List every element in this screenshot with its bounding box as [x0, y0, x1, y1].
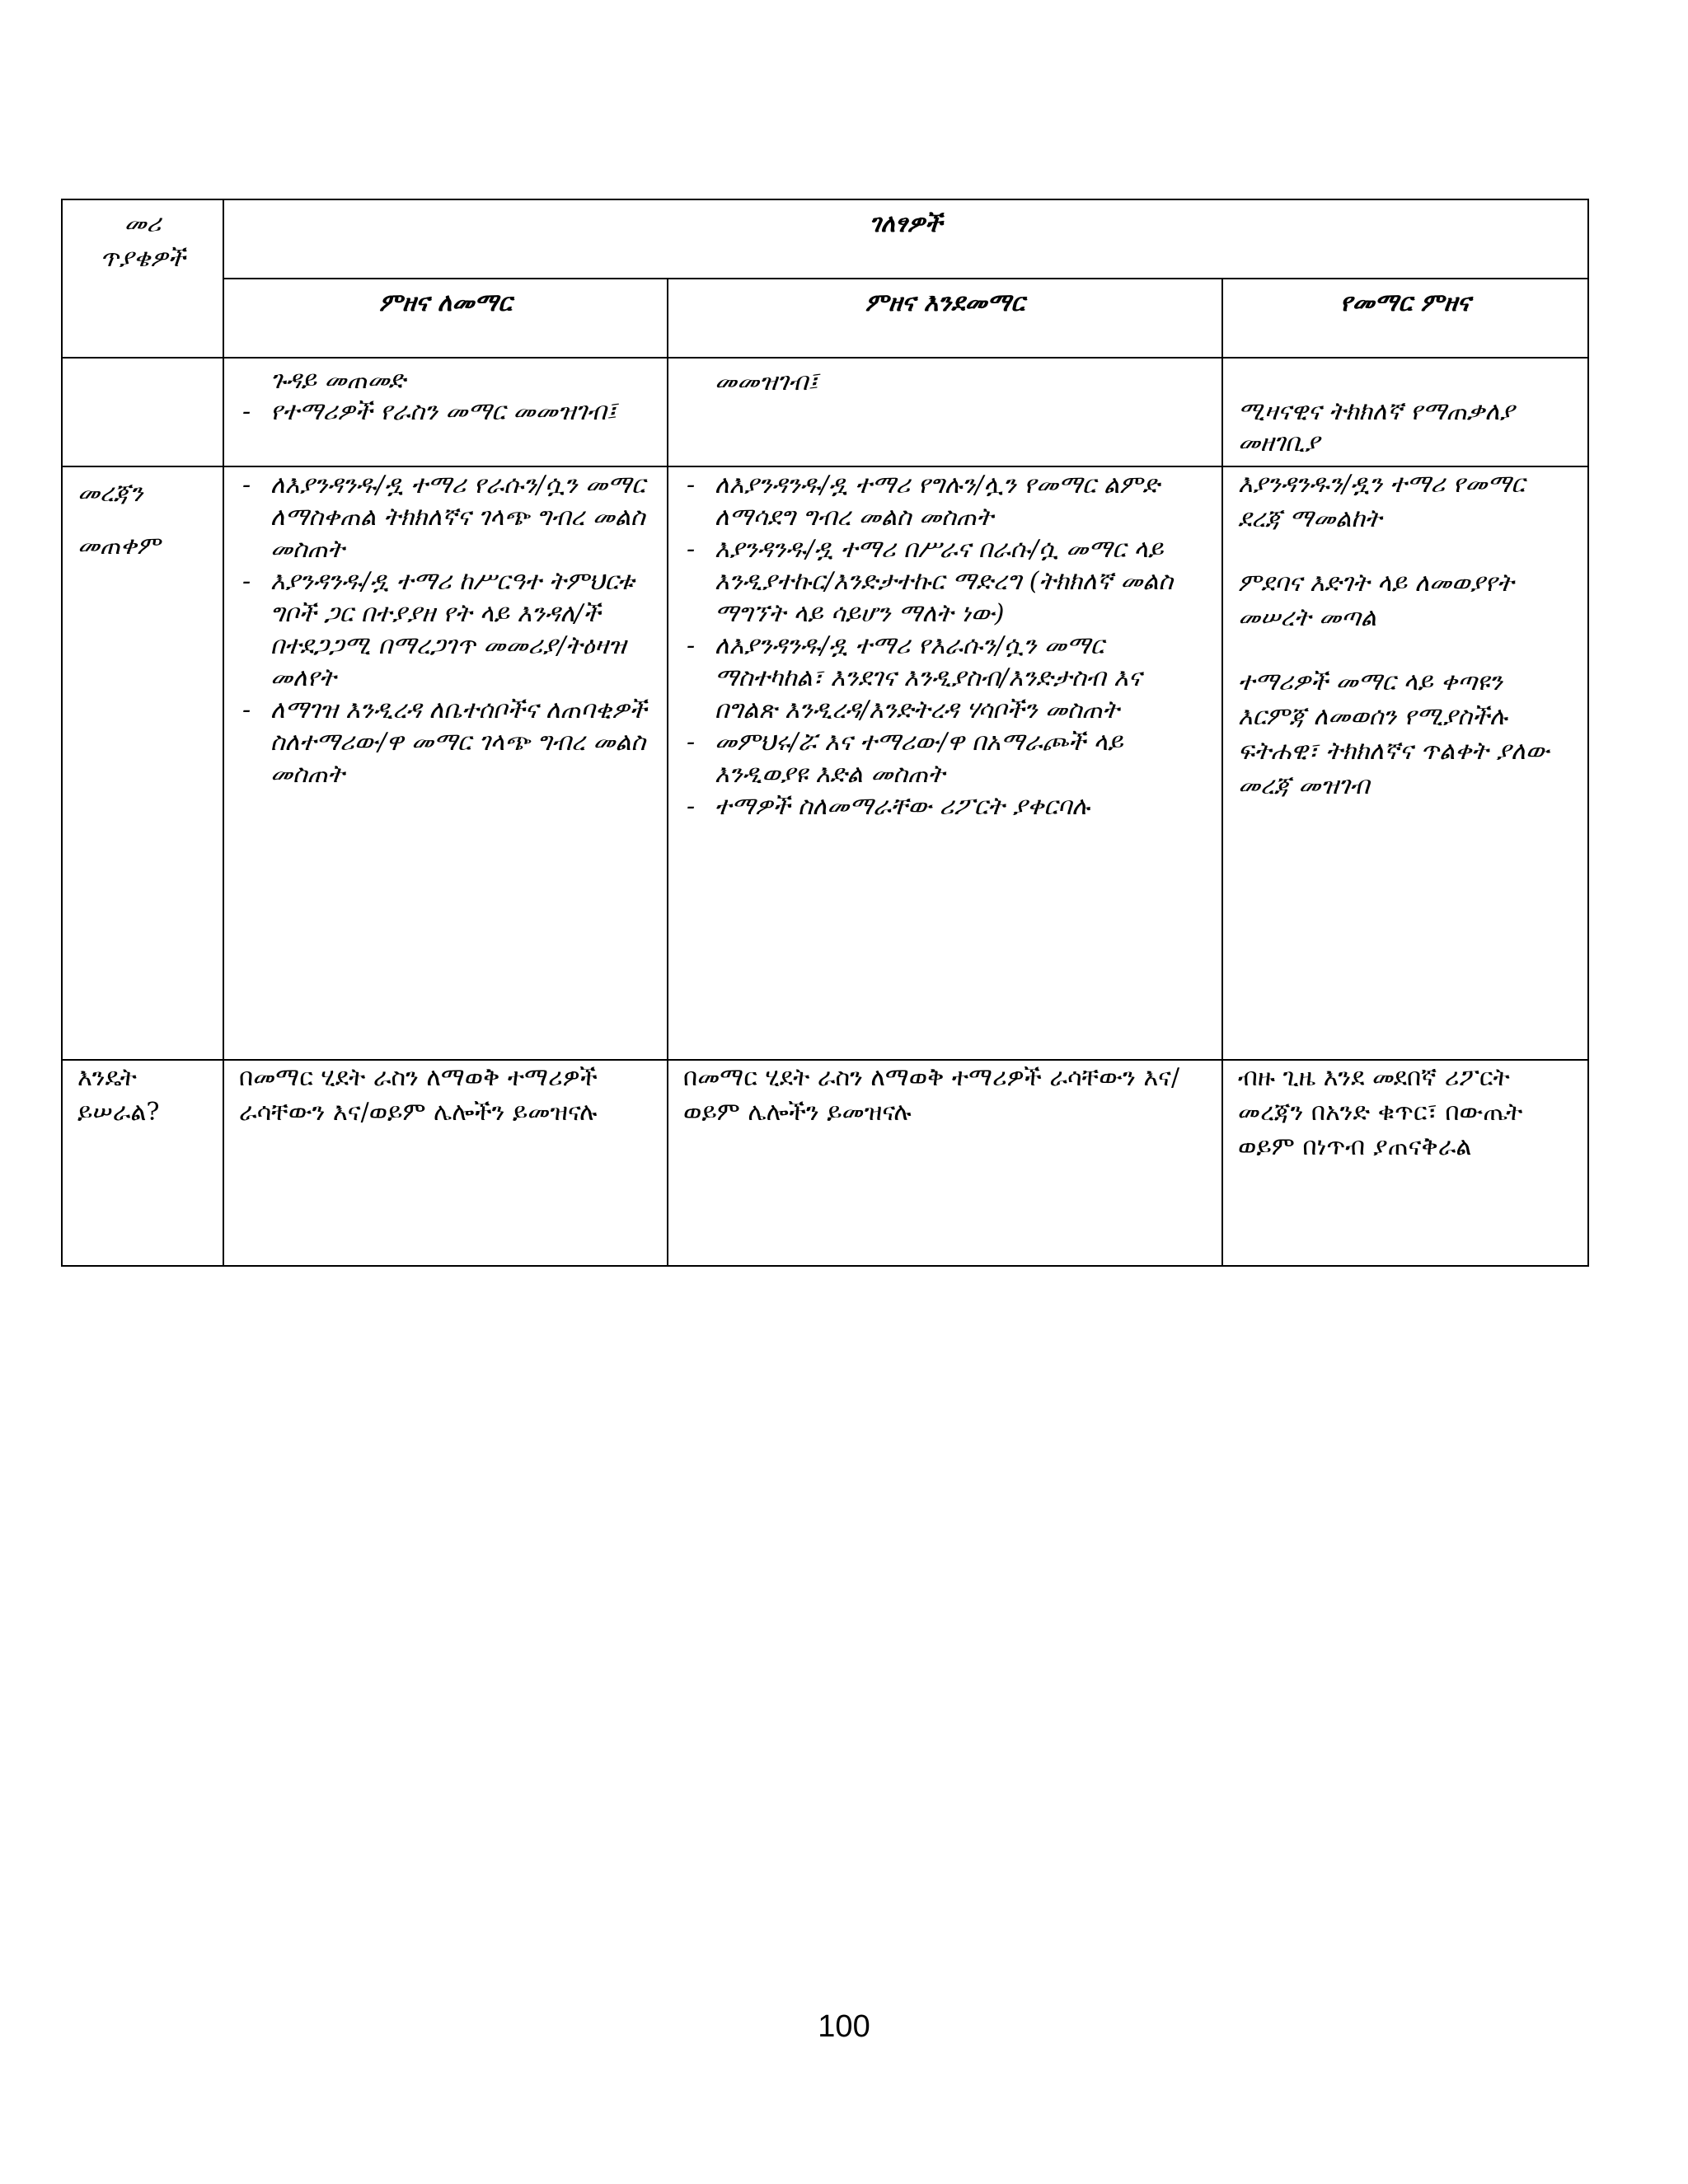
table-row-how-it-works: [62, 1060, 1588, 1266]
info-cell-2: [668, 466, 1222, 1060]
spacer: [1238, 537, 1573, 566]
list-item: - ተማዎች ስለመማራቸው ሪፖርት ያቀርባሉ: [683, 790, 1207, 823]
col-header-assessment-of-learning: የመማር ምዘና: [1222, 279, 1588, 358]
list-item: - እያንዳንዱ/ዷ ተማሪ በሥራና በራሱ/ሷ መማር ላይ እንዲያተኩር/እንድታተኩር ማድረግ (ትክክለኛ መልስ ማግኘት ላይ ሳይሆን ማለት ነው): [683, 533, 1207, 630]
how-cell-2: [668, 1060, 1222, 1266]
table-row-carryover: [62, 358, 1588, 466]
carryover-text: ሚዛናዊና ትክክለኛ የማጠቃለያ መዘገቢያ: [1238, 397, 1515, 457]
list-item: - የተማሪዎች የራስን መማር መመዝገብ፤: [239, 396, 652, 428]
how-text-1: በመማር ሂደት ራስን ለማወቅ ተማሪዎች ራሳቸውን እና/ወይም ሌሎችን ይመዝናሉ: [239, 1063, 598, 1127]
info-text-3: ተማሪዎች መማር ላይ ቀጣዩን እርምጃ ለመወሰን የሚያስችሉ ፍትሐዊ፣ ትክክለኛና ጥልቀት ያለው መረጃ መዝገብ: [1238, 668, 1550, 800]
corner-header-line2: ጥያቄዎች: [100, 244, 185, 273]
corner-header: [62, 199, 223, 358]
carryover-list: [239, 396, 652, 428]
row-label-line1: መረጃን: [77, 479, 143, 508]
info-text-1: እያንዳንዱን/ዷን ተማሪ የመማር ደረጃ ማመልከት: [1238, 470, 1525, 533]
row-label-how-it-works: [62, 1060, 223, 1266]
carryover-text: መመዝገብ፤: [715, 368, 818, 396]
col-header-assessment-as-learning: ምዘና እንደመማር: [668, 279, 1222, 358]
carryover-cell-2: [668, 358, 1222, 466]
info-text-2: ምደባና እድገት ላይ ለመወያየት መሠረት መጣል: [1238, 569, 1514, 632]
how-text-2: በመማር ሂደት ራስን ለማወቅ ተማሪዎች ራሳቸውን እና/ወይም ሌሎችን ይመዝናሉ: [683, 1063, 1180, 1127]
row-label-line2: መጠቀም: [77, 532, 161, 560]
group-header: ገለፃዎች: [223, 199, 1588, 279]
col-header-assessment-for-learning: ምዘና ለመማር: [223, 279, 668, 358]
list-item: - ለእያንዳንዱ/ዷ ተማሪ የራሱን/ሷን መማር ለማስቀጠል ትክክለኛና ገላጭ ግብረ መልስ መስጠት: [239, 469, 652, 565]
how-text-3: ብዙ ጊዜ እንደ መደበኛ ሪፖርት መረጃን በአንድ ቁጥር፣ በውጤት ወይም በነጥብ ያጠናቅራል: [1238, 1063, 1523, 1161]
info-cell-3: [1222, 466, 1588, 1060]
list-item: - እያንዳንዱ/ዷ ተማሪ ከሥርዓተ ትምህርቱ ግቦች ጋር በተያያዘ የት ላይ እንዳለ/ች በተደጋጋሚ በማረጋገጥ መመሪያ/ትዕዛዝ መለየት: [239, 565, 652, 694]
list-item: - ለማገዝ እንዲረዳ ለቤተሰቦችና ለጠባቂዎች ስለተማሪው/ዋ መማር ገላጭ ግብረ መልስ መስጠት: [239, 694, 652, 790]
info-list-2: [683, 469, 1207, 823]
carryover-cell-3: [1222, 358, 1588, 466]
spacer: [1238, 635, 1573, 665]
info-cell-1: [223, 466, 668, 1060]
list-item: - ለእያንዳንዱ/ዷ ተማሪ የግሉን/ሏን የመማር ልምድ ለማሳደግ ግብረ መልስ መስጠት: [683, 469, 1207, 533]
row-label-line1: እንዴት: [77, 1063, 137, 1092]
carryover-text: ጉዳይ መጠመድ: [270, 366, 406, 395]
page-number: 100: [818, 2009, 870, 2044]
list-item: - ለእያንዳንዱ/ዷ ተማሪ የእራሱን/ሷን መማር ማስተካከል፣ እንደገና እንዲያስብ/እንድታስብ እና በግልጽ እንዲረዳ/እንድትረዳ ሃሳቦችን መስጠት: [683, 630, 1207, 726]
carryover-label-cell: [62, 358, 223, 466]
row-label-information-use: [62, 466, 223, 1060]
info-list-1: [239, 469, 652, 790]
how-cell-1: [223, 1060, 668, 1266]
carryover-cell-1: [223, 358, 668, 466]
row-label-line2: ይሠራል?: [77, 1098, 160, 1127]
list-item: - መምህሩ/ሯ እና ተማሪው/ዋ በአማራጮች ላይ እንዲወያዩ እድል መስጠት: [683, 726, 1207, 790]
header-row-2: [62, 279, 1588, 358]
how-cell-3: [1222, 1060, 1588, 1266]
table-row-information-use: [62, 466, 1588, 1060]
corner-header-line1: መሪ: [124, 209, 162, 238]
header-row-1: [62, 199, 1588, 279]
assessment-table: [61, 199, 1589, 1267]
